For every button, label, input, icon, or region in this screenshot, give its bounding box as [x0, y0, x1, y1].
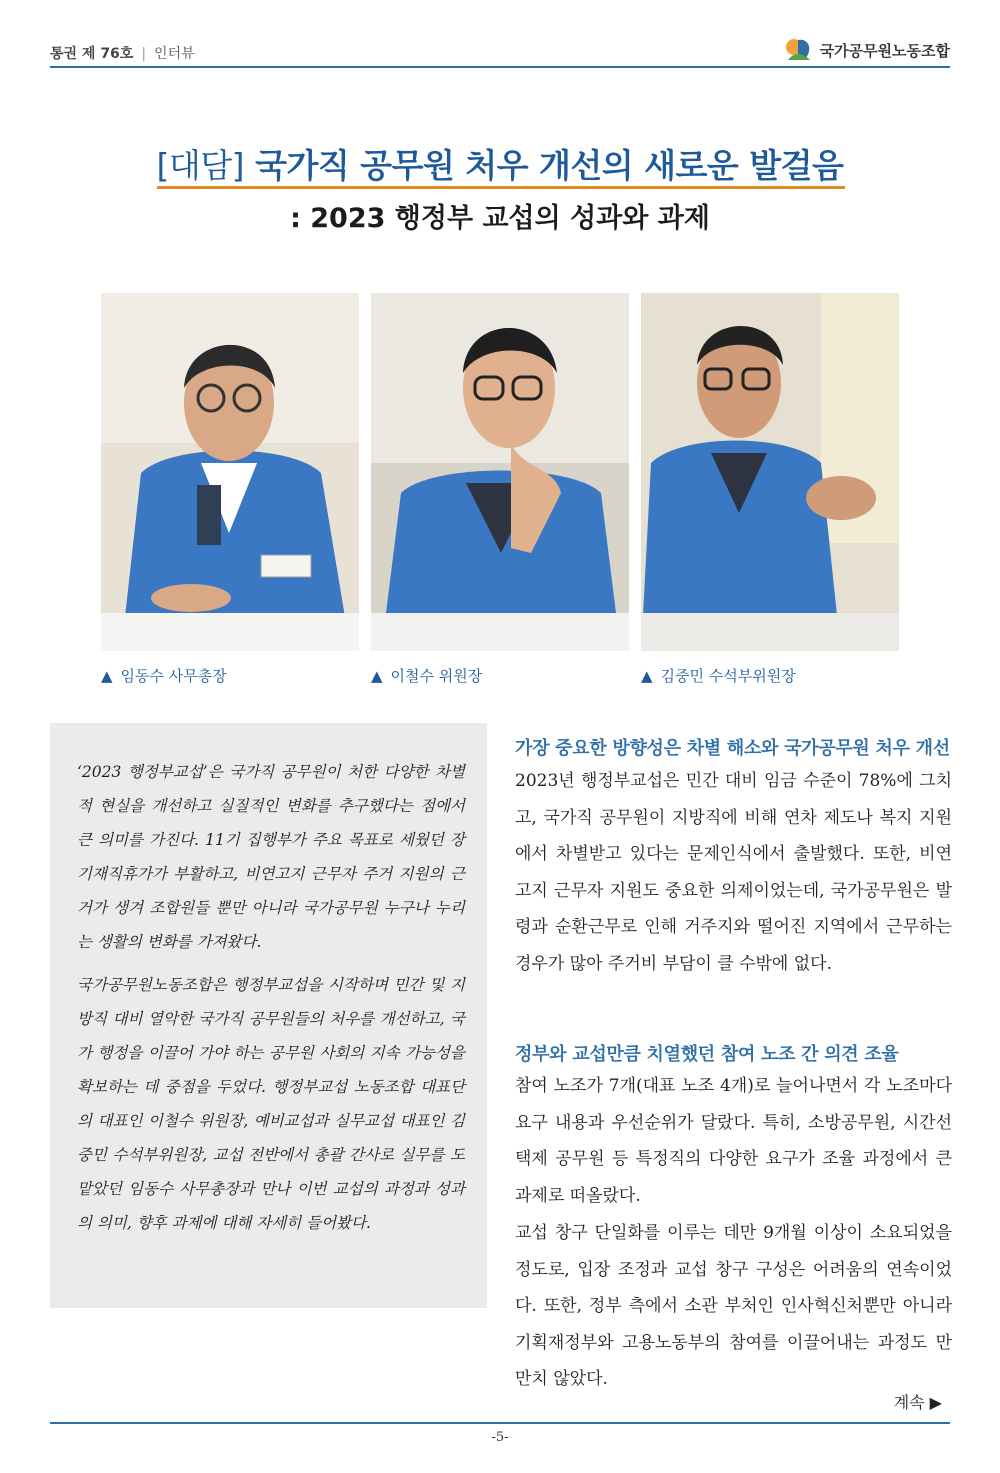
- title-underline: [157, 186, 845, 189]
- section-body-1: 2023년 행정부교섭은 민간 대비 임금 수준이 78%에 그치고, 국가직 공무원이 지방직에 비해 연차 제도나 복지 지원에서 차별받고 있다는 문제인식에서 출발했다. 또한, 비연고지 근무자 지원도 중요한 의제이었는데, 국가공무원은 발령과 순환근무로 인해 거주지와 떨어진 지역에서 근무하는 경우가 많아 주거비 부담이 클 수밖에 없다.: [515, 771, 952, 974]
- photo-lee-cheolsu: [371, 293, 629, 651]
- triangle-up-icon: ▲: [371, 667, 383, 685]
- union-logo-icon: [784, 36, 814, 64]
- section-body-2: 참여 노조가 7개(대표 노조 4개)로 늘어나면서 각 노조마다 요구 내용과 우선순위가 달랐다. 특히, 소방공무원, 시간선택제 공무원 등 특정직의 다양한 요구가 조율 과정에서 큰 과제로 떠올랐다.: [515, 1076, 952, 1206]
- issue-info: [50, 43, 195, 63]
- section-heading-1: 가장 중요한 방향성은 차별 해소와 국가공무원 처우 개선: [515, 738, 950, 759]
- article-subtitle: : 2023 행정부 교섭의 성과와 과제: [290, 203, 710, 234]
- photo-caption: ▲ 이철수 위원장: [371, 667, 483, 685]
- page-number: -5-: [491, 1430, 509, 1445]
- summary-box: [50, 723, 487, 1308]
- issue-number: 통권 제 76호: [50, 46, 134, 62]
- triangle-up-icon: ▲: [101, 667, 113, 685]
- photo-im-dongsu: [101, 293, 359, 651]
- section-body-2b: 교섭 창구 단일화를 이루는 데만 9개월 이상이 소요되었을 정도로, 입장 조정과 교섭 창구 구성은 어려움의 연속이었다. 또한, 정부 측에서 소관 부처인 인사혁신처뿐만 아니라 기획재정부와 고용노동부의 참여를 이끌어내는 과정도 만만치 않았다.: [515, 1223, 952, 1389]
- article-title: [0, 140, 1000, 187]
- photo-kim-jungmin: [641, 293, 899, 651]
- org-logo: [784, 36, 950, 64]
- summary-paragraph-2: 국가공무원노동조합은 행정부교섭을 시작하며 민간 및 지방직 대비 열악한 국가직 공무원들의 처우를 개선하고, 국가 행정을 이끌어 가야 하는 공무원 사회의 지속 가능성을 확보하는 데 중점을 두었다. 행정부교섭 노동조합 대표단의 대표인 이철수 위원장, 예비교섭과 실무교섭 대표인 김중민 수석부위원장, 교섭 전반에서 총괄 간사로 실무를 도맡았던 임동수 사무총장과 만나 이번 교섭의 과정과 성과의 의미, 향후 과제에 대해 자세히 들어봤다.: [77, 976, 465, 1232]
- photo-caption: ▲ 임동수 사무총장: [101, 667, 227, 685]
- section-label: 인터뷰: [154, 46, 195, 62]
- title-bracket: [대담]: [156, 146, 245, 185]
- section-heading-2: 정부와 교섭만큼 치열했던 참여 노조 간 의견 조율: [515, 1044, 899, 1065]
- header-separator: |: [141, 46, 147, 62]
- photo-caption: ▲ 김중민 수석부위원장: [641, 667, 796, 685]
- summary-paragraph-1: ‘2023 행정부교섭’은 국가직 공무원이 처한 다양한 차별적 현실을 개선하고 실질적인 변화를 추구했다는 점에서 큰 의미를 가진다. 11기 집행부가 주요 목표로 세웠던 장기재직휴가가 부활하고, 비연고지 근무자 주거 지원의 근거가 생겨 조합원들 뿐만 아니라 국가공무원 누구나 누리는 생활의 변화를 가져왔다.: [77, 763, 465, 951]
- title-main: 국가직 공무원 처우 개선의 새로운 발걸음: [255, 146, 844, 185]
- header-divider: [50, 66, 950, 68]
- org-name: 국가공무원노동조합: [819, 41, 950, 60]
- continued-link[interactable]: 계속 ▶: [893, 1393, 942, 1412]
- footer-divider: [50, 1422, 950, 1424]
- triangle-up-icon: ▲: [641, 667, 653, 685]
